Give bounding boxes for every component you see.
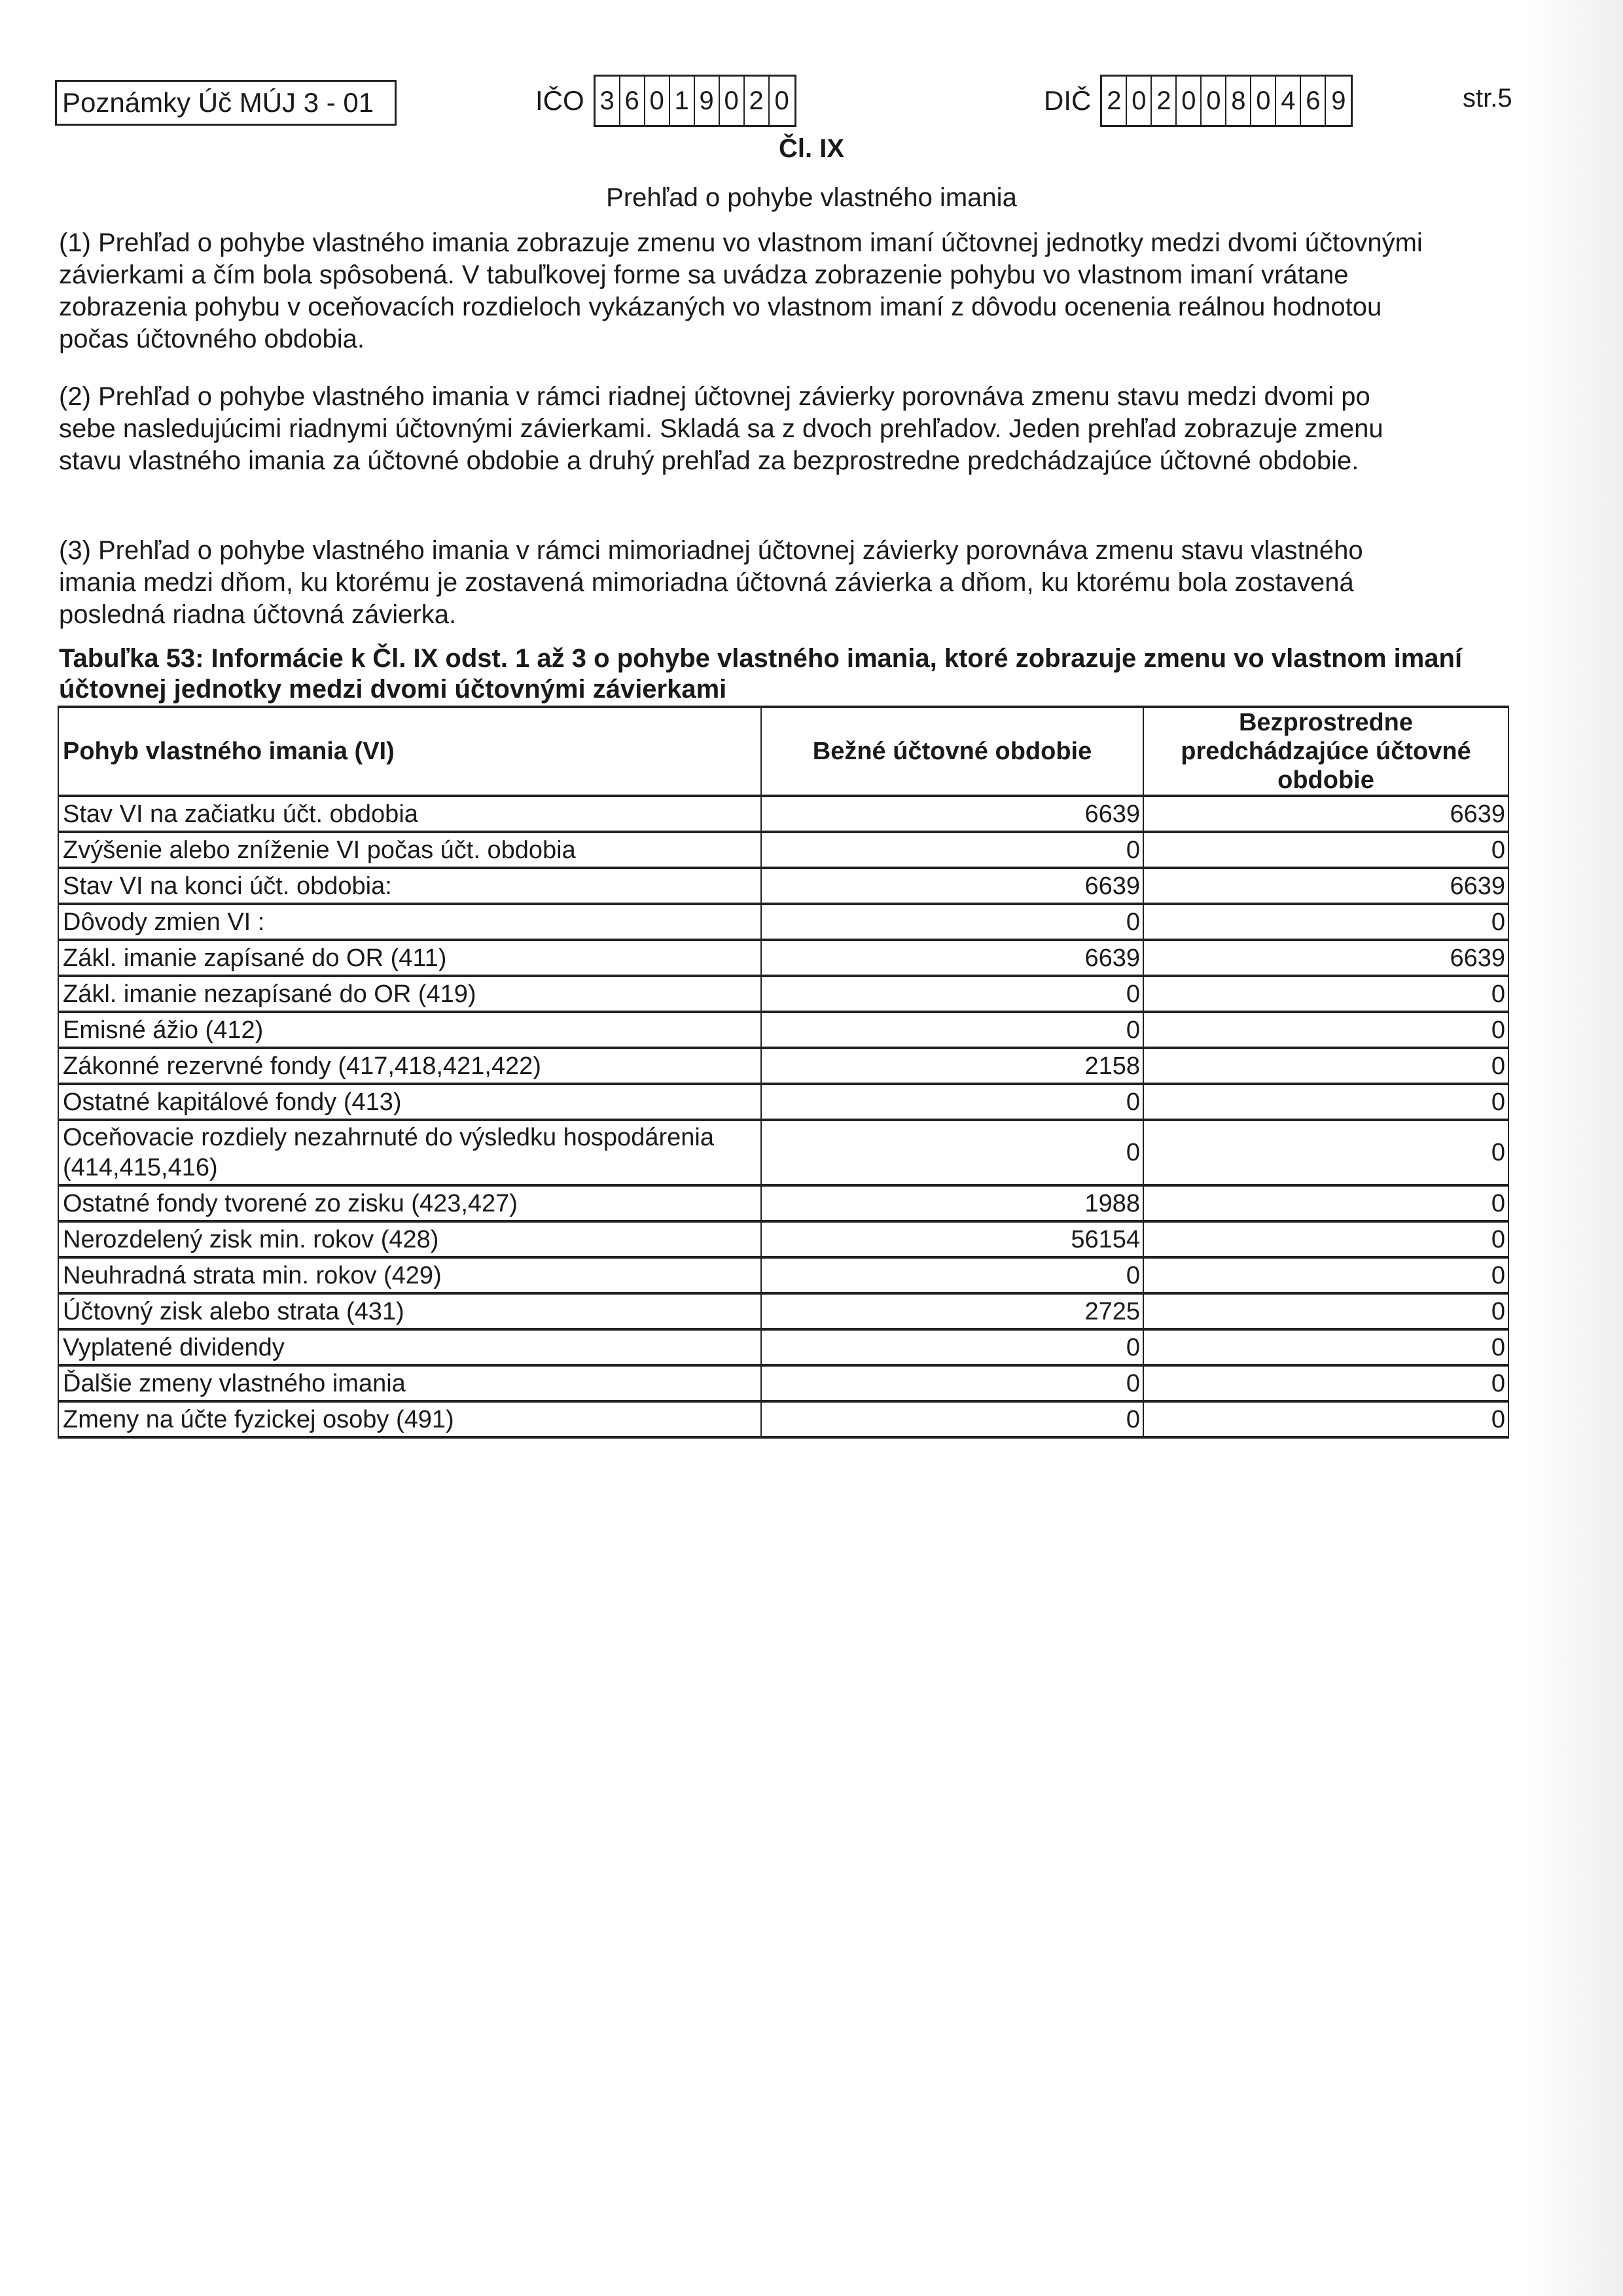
previous-period-value: 0: [1143, 1185, 1508, 1221]
dic-digit: 4: [1276, 77, 1301, 125]
ico-digit: 9: [695, 77, 720, 125]
article-number: Čl. IX: [778, 134, 845, 163]
ico-digit: 0: [774, 86, 789, 115]
dic-digit: 6: [1301, 77, 1326, 125]
row-label: Zákl. imanie zapísané do OR (411): [58, 940, 761, 976]
dic-digit: 9: [1331, 86, 1346, 115]
current-period-value: 0: [761, 832, 1143, 868]
row-label: Ostatné kapitálové fondy (413): [58, 1084, 761, 1120]
ico-digit: 1: [670, 77, 695, 125]
row-label: Účtovný zisk alebo strata (431): [58, 1293, 761, 1329]
current-period-value: 56154: [761, 1221, 1143, 1257]
dic-field: [1044, 75, 1353, 127]
previous-period-value: 0: [1143, 1293, 1508, 1329]
ico-label: IČO: [535, 85, 584, 116]
table-caption: Tabuľka 53: Informácie k Čl. IX odst. 1 až 3 o pohybe vlastného imania, ktoré zobrazuje zmenu vo vlastnom imaní účtovnej jednotky medzi dvomi účtovnými závierkami: [59, 644, 1463, 704]
ico-digit: 2: [745, 77, 770, 125]
article-title: Prehľad o pohybe vlastného imania: [606, 183, 1017, 212]
current-period-value: 0: [761, 1012, 1143, 1048]
current-period-value: 0: [761, 904, 1143, 940]
row-label: Zákonné rezervné fondy (417,418,421,422): [58, 1048, 761, 1084]
current-period-value: 0: [761, 976, 1143, 1012]
table-row: [58, 976, 1508, 1012]
previous-period-value: 0: [1143, 1365, 1508, 1401]
ico-field: [535, 75, 796, 127]
table-row: [58, 1221, 1508, 1257]
current-period-value: 1988: [761, 1185, 1143, 1221]
current-period-value: 0: [761, 1084, 1143, 1120]
previous-period-value: 0: [1143, 1401, 1508, 1437]
table-row: [58, 796, 1508, 832]
table-row: [58, 1012, 1508, 1048]
current-period-value: 2158: [761, 1048, 1143, 1084]
table-row: [58, 1048, 1508, 1084]
ico-digit: 3: [596, 77, 620, 125]
previous-period-value: 6639: [1143, 868, 1508, 904]
row-label: Ďalšie zmeny vlastného imania: [58, 1365, 761, 1401]
current-period-value: 2725: [761, 1293, 1143, 1329]
dic-label: DIČ: [1044, 85, 1092, 116]
column-header-previous: Bezprostredne predchádzajúce účtovné obdobie: [1143, 707, 1508, 796]
dic-digit: 0: [1177, 77, 1202, 125]
previous-period-value: 0: [1143, 1257, 1508, 1293]
table-row: [58, 1084, 1508, 1120]
current-period-value: 0: [761, 1257, 1143, 1293]
dic-digit: 0: [1202, 77, 1226, 125]
current-period-value: 0: [761, 1401, 1143, 1437]
previous-period-value: 0: [1143, 1120, 1508, 1185]
table-row: [58, 1329, 1508, 1365]
dic-digit: 0: [1127, 77, 1152, 125]
table-row: [58, 832, 1508, 868]
table-row: [58, 1257, 1508, 1293]
table-row: [58, 1293, 1508, 1329]
table-row: [58, 904, 1508, 940]
column-header-current: Bežné účtovné obdobie: [761, 707, 1143, 796]
previous-period-value: 0: [1143, 1084, 1508, 1120]
table-row: [58, 1185, 1508, 1221]
row-label: Zákl. imanie nezapísané do OR (419): [58, 976, 761, 1012]
table-row: [58, 868, 1508, 904]
ico-digit: 6: [620, 77, 645, 125]
table-row: [58, 940, 1508, 976]
row-label: Oceňovacie rozdiely nezahrnuté do výsledku hospodárenia (414,415,416): [58, 1120, 761, 1185]
scan-shadow: [1525, 0, 1623, 2296]
previous-period-value: 6639: [1143, 940, 1508, 976]
dic-digit: 2: [1152, 77, 1177, 125]
row-label: Zmeny na účte fyzickej osoby (491): [58, 1401, 761, 1437]
previous-period-value: 0: [1143, 1329, 1508, 1365]
table-row: [58, 1120, 1508, 1185]
page-header: [0, 80, 1623, 126]
row-label: Zvýšenie alebo zníženie VI počas účt. obdobia: [58, 832, 761, 868]
current-period-value: 6639: [761, 940, 1143, 976]
current-period-value: 6639: [761, 868, 1143, 904]
page-number: str.5: [1463, 84, 1512, 113]
previous-period-value: 0: [1143, 976, 1508, 1012]
current-period-value: 0: [761, 1329, 1143, 1365]
row-label: Nerozdelený zisk min. rokov (428): [58, 1221, 761, 1257]
previous-period-value: 0: [1143, 1048, 1508, 1084]
row-label: Neuhradná strata min. rokov (429): [58, 1257, 761, 1293]
row-label: Stav VI na začiatku účt. obdobia: [58, 796, 761, 832]
dic-digit: 2: [1102, 77, 1127, 125]
row-label: Stav VI na konci účt. obdobia:: [58, 868, 761, 904]
previous-period-value: 0: [1143, 1012, 1508, 1048]
row-label: Dôvody zmien VI :: [58, 904, 761, 940]
previous-period-value: 0: [1143, 832, 1508, 868]
table-row: [58, 1365, 1508, 1401]
row-label: Vyplatené dividendy: [58, 1329, 761, 1365]
row-label: Emisné ážio (412): [58, 1012, 761, 1048]
ico-digit: 0: [720, 77, 745, 125]
current-period-value: 0: [761, 1120, 1143, 1185]
previous-period-value: 6639: [1143, 796, 1508, 832]
table-header-row: [58, 707, 1508, 796]
current-period-value: 6639: [761, 796, 1143, 832]
row-label: Ostatné fondy tvorené zo zisku (423,427): [58, 1185, 761, 1221]
form-id-box: Poznámky Úč MÚJ 3 - 01: [55, 80, 397, 126]
current-period-value: 0: [761, 1365, 1143, 1401]
dic-digit: 8: [1226, 77, 1251, 125]
column-header-item: Pohyb vlastného imania (VI): [58, 707, 761, 796]
paragraph-3: (3) Prehľad o pohybe vlastného imania v rámci mimoriadnej účtovnej závierky porovnáva zmenu stavu vlastného imania medzi dňom, ku ktorému je zostavená mimoriadna účtovná závierka a dňom, ku ktorému bola zostavená posledná riadna účtovná závierka.: [59, 536, 1363, 629]
dic-digit: 0: [1251, 77, 1276, 125]
ico-digit-boxes: [594, 75, 796, 127]
equity-movement-table: [58, 706, 1509, 1439]
dic-digit-boxes: [1100, 75, 1353, 127]
table-row: [58, 1401, 1508, 1437]
previous-period-value: 0: [1143, 904, 1508, 940]
paragraph-1: (1) Prehľad o pohybe vlastného imania zobrazuje zmenu vo vlastnom imaní účtovnej jednotky medzi dvomi účtovnými závierkami a čím bola spôsobená. V tabuľkovej forme sa uvádza zobrazenie pohybu vo vlastnom imaní vrátane zobrazenia pohybu v oceňovacích rozdieloch vykázaných vo vlastnom imaní z dôvodu ocenenia reálnou hodnotou počas účtovného obdobia.: [59, 228, 1423, 353]
ico-digit: 0: [645, 77, 670, 125]
previous-period-value: 0: [1143, 1221, 1508, 1257]
paragraph-2: (2) Prehľad o pohybe vlastného imania v rámci riadnej účtovnej závierky porovnáva zmenu stavu medzi dvomi po sebe nasledujúcimi riadnymi účtovnými závierkami. Skladá sa z dvoch prehľadov. Jeden prehľad zobrazuje zmenu stavu vlastného imania za účtovné obdobie a druhý prehľad za bezprostredne predchádzajúce účtovné obdobie.: [59, 382, 1383, 475]
